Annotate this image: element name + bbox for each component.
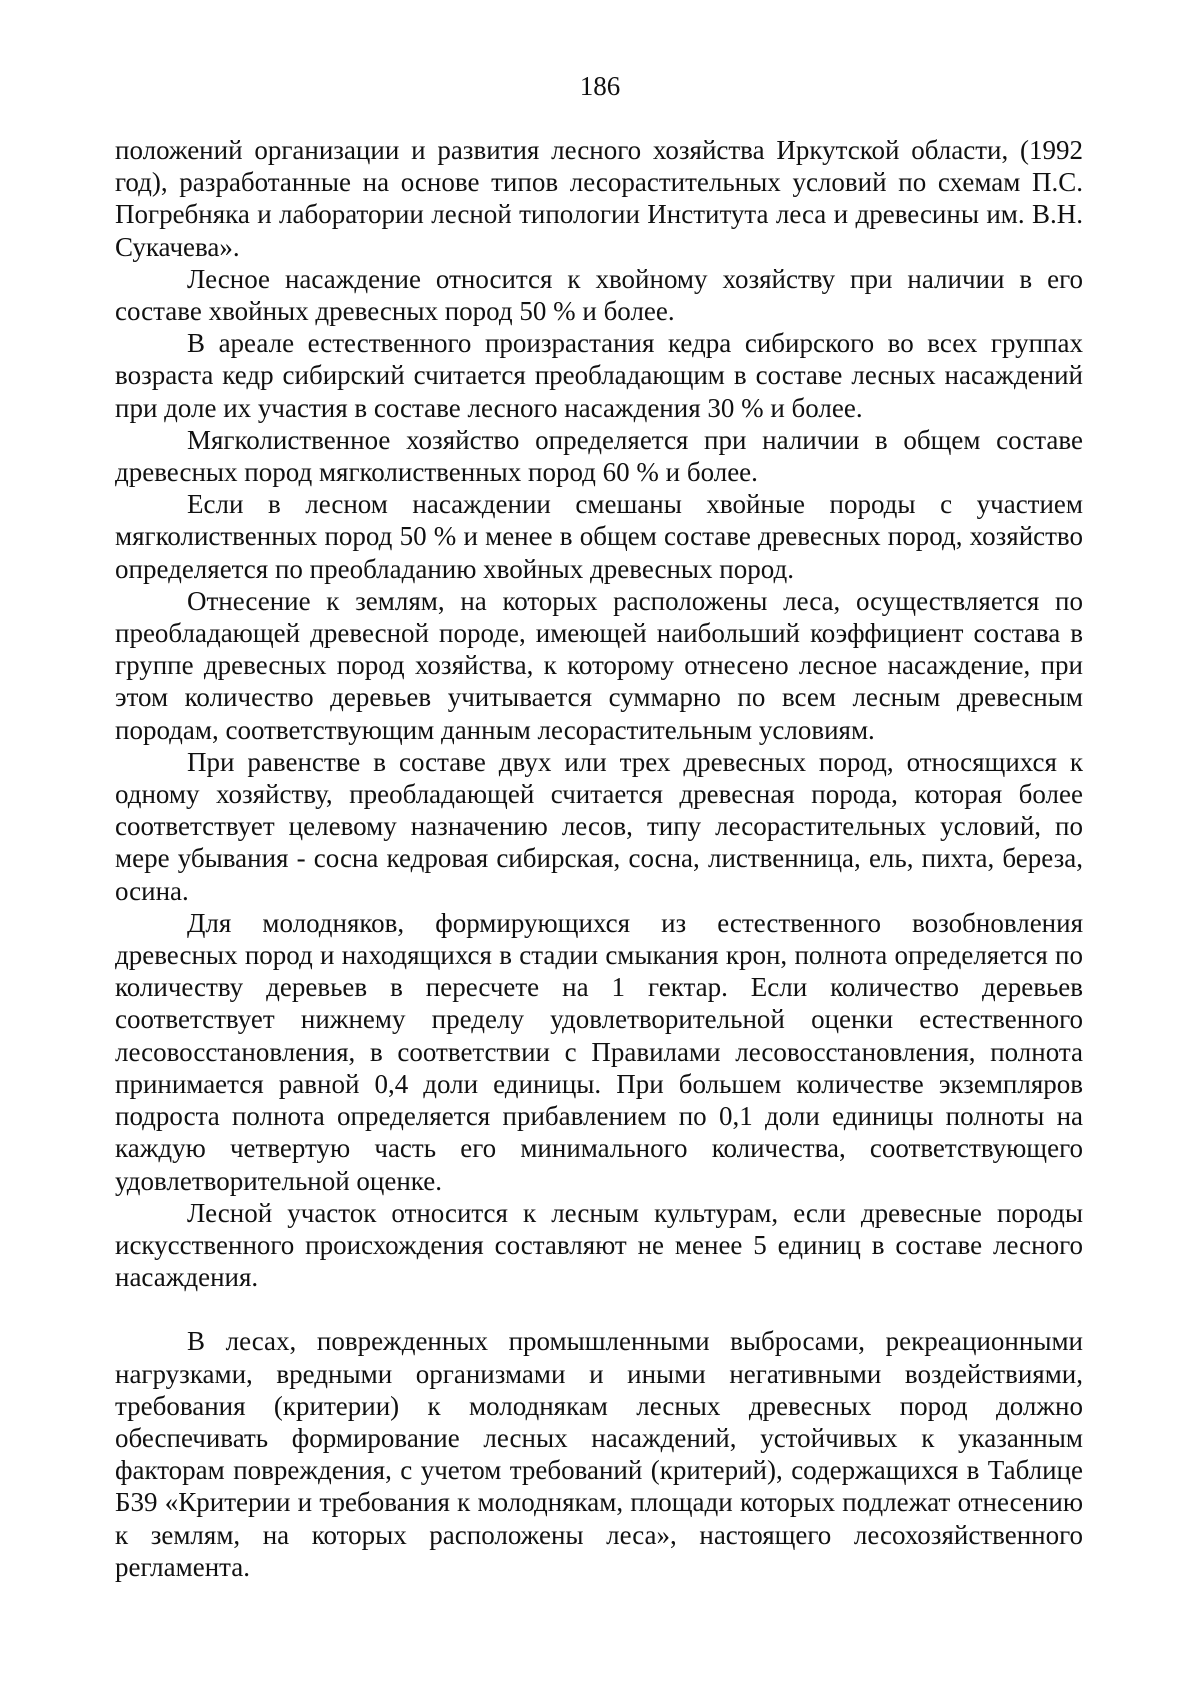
paragraph-equal-composition: При равенстве в составе двух или трех древесных пород, относящихся к одному хозяйству, преобладающей считается древесная порода, которая более соответствует целевому назначению лесов, типу лесорастительных условий, по мере убывания - сосна кедровая сибирская, сосна, лиственница, ель, пихта, береза, осина. — [115, 746, 1083, 906]
paragraph-coniferous-farm: Лесное насаждение относится к хвойному хозяйству при наличии в его составе хвойных древесных пород 50 % и более. — [115, 263, 1083, 327]
paragraph-mixed-stands: Если в лесном насаждении смешаны хвойные породы с участием мягколиственных пород 50 % и менее в общем составе древесных пород, хозяйство определяется по преобладанию хвойных древесных пород. — [115, 489, 1083, 584]
paragraph-forest-plantations: Лесной участок относится к лесным культурам, если древесные породы искусственного происхождения составляют не менее 5 единиц в составе лесного насаждения. — [115, 1197, 1083, 1293]
paragraph-continuation: положений организации и развития лесного хозяйства Иркутской области, (1992 год), разработанные на основе типов лесорастительных условий по схемам П.С. Погребняка и лаборатории лесной типологии Института леса и древесины им. В.Н. Сукачева». — [115, 135, 1083, 262]
paragraph-damaged-forests: В лесах, поврежденных промышленными выбросами, рекреационными нагрузками, вредными организмами и иными негативными воздействиями, требования (критерии) к молоднякам лесных древесных пород должно обеспечивать формирование лесных насаждений, устойчивых к указанным факторам повреждения, с учетом требований (критерий), содержащихся в Таблице Б39 «Критерии и требования к молоднякам, площади которых подлежат отнесению к землям, на которых расположены леса», настоящего лесохозяйственного регламента. — [115, 1326, 1083, 1582]
body-text — [115, 134, 1083, 1583]
paragraph-forest-land-assignment: Отнесение к землям, на которых расположены леса, осуществляется по преобладающей древесной породе, имеющей наибольший коэффициент состава в группе древесных пород хозяйства, к которому отнесено лесное насаждение, при этом количество деревьев учитывается суммарно по всем лесным древесным породам, соответствующим данным лесорастительным условиям. — [115, 585, 1083, 745]
paragraph-siberian-cedar: В ареале естественного произрастания кедра сибирского во всех группах возраста кедр сибирский считается преобладающим в составе лесных насаждений при доле их участия в составе лесного насаждения 30 % и более. — [115, 328, 1083, 423]
paragraph-softwood-farm: Мягколиственное хозяйство определяется при наличии в общем составе древесных пород мягколиственных пород 60 % и более. — [115, 424, 1083, 488]
paragraph-gap — [115, 1293, 1083, 1325]
paragraph-young-stands-density: Для молодняков, формирующихся из естественного возобновления древесных пород и находящихся в стадии смыкания крон, полнота определяется по количеству деревьев в пересчете на 1 гектар. Если количество деревьев соответствует нижнему пределу удовлетворительной оценки естественного лесовосстановления, в соответствии с Правилами лесовосстановления, полнота принимается равной 0,4 доли единицы. При большем количестве экземпляров подроста полнота определяется прибавлением по 0,1 доли единицы полноты на каждую четвертую часть его минимального количества, соответствующего удовлетворительной оценке. — [115, 907, 1083, 1196]
page-number: 186 — [579, 71, 621, 101]
